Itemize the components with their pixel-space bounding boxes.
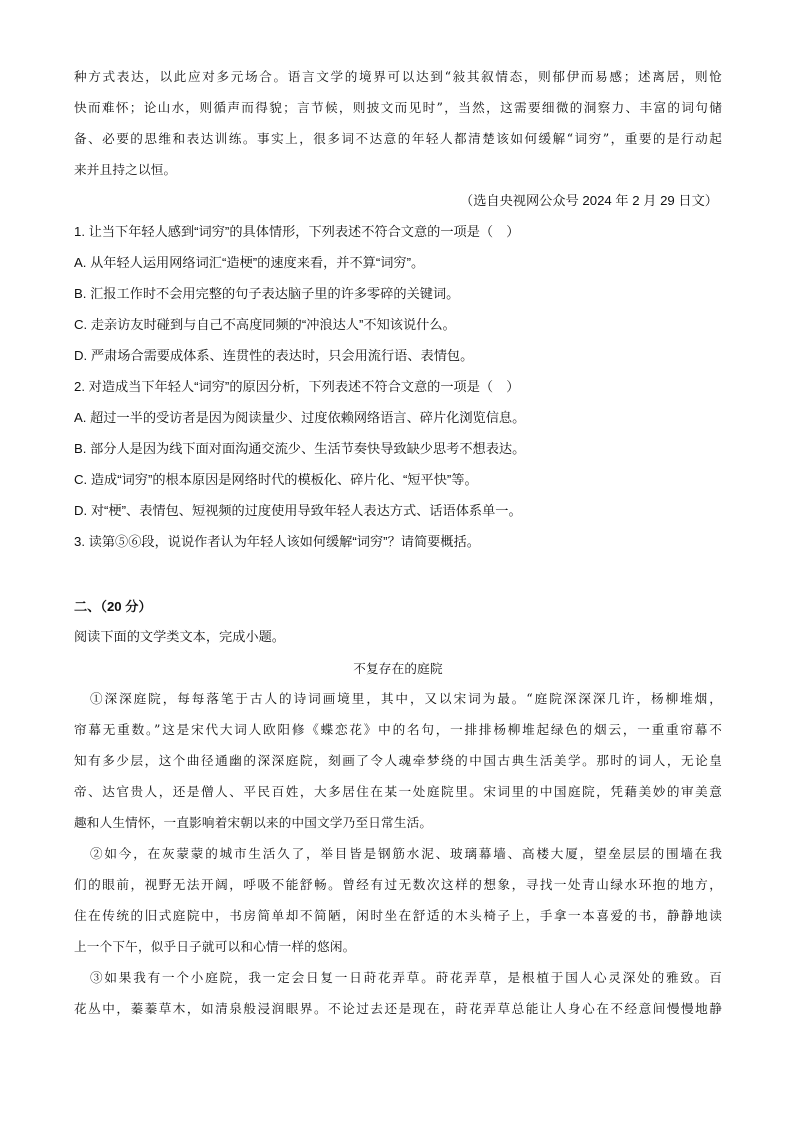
paragraph-line: 帘幕无重数。”这是宋代大词人欧阳修《蝶恋花》中的名句，一排排杨柳堆起绿色的烟云，一重重帘幕不	[74, 722, 722, 737]
paragraph-line: 知有多少层，这个曲径通幽的深深庭院，刻画了令人魂牵梦绕的中国古典生活美学。那时的词人，无论皇	[74, 753, 722, 768]
article-title: 不复存在的庭院	[353, 661, 443, 676]
paragraph-line: 帝、达官贵人，还是僧人、平民百姓，大多居住在某一处庭院里。宋词里的中国庭院，凭藉美妙的审美意	[74, 784, 722, 799]
section-instruction: 阅读下面的文学类文本，完成小题。	[74, 629, 285, 644]
paragraph-line: 上一个下午，似乎日子就可以和心情一样的悠闲。	[74, 939, 356, 954]
option-line: B. 部分人是因为线下面对面沟通交流少、生活节奏快导致缺少思考不想表达。	[74, 441, 526, 456]
paragraph-line: 们的眼前，视野无法开阔，呼吸不能舒畅。曾经有过无数次这样的想象，寻找一处青山绿水环抱的地方，	[74, 877, 722, 892]
paragraph-line: 花丛中，蓁蓁草木，如清泉般浸润眼界。不论过去还是现在，莳花弄草总能让人身心在不经意间慢慢地静	[74, 1001, 722, 1016]
paragraph-line: 住在传统的旧式庭院中，书房简单却不简陋，闲时坐在舒适的木头椅子上，手拿一本喜爱的书，静静地读	[74, 908, 722, 923]
passage-line: 种方式表达，以此应对多元场合。语言文学的境界可以达到“敍其叙情态，则郁伊而易感；述离居，则怆	[74, 69, 722, 84]
paragraph-line: ③如果我有一个小庭院，我一定会日复一日莳花弄草。莳花弄草，是根植于国人心灵深处的雅致。百	[90, 970, 722, 985]
option-line: B. 汇报工作时不会用完整的句子表达脑子里的许多零碎的关键词。	[74, 286, 460, 301]
source-citation: （选自央视网公众号 2024 年 2 月 29 日文）	[460, 193, 718, 208]
passage-line: 备、必要的思维和表达训练。事实上，很多词不达意的年轻人都清楚该如何缓解“词穷”，重要的是行动起	[74, 131, 722, 146]
option-line: A. 从年轻人运用网络词汇“造梗”的速度来看，并不算“词穷”。	[74, 255, 425, 270]
paragraph-line: 趣和人生情怀，一直影响着宋朝以来的中国文学乃至日常生活。	[74, 815, 433, 830]
option-line: C. 走亲访友时碰到与自己不高度同频的“冲浪达人”不知该说什么。	[74, 317, 456, 332]
option-line: D. 对“梗”、表情包、短视频的过度使用导致年轻人表达方式、话语体系单一。	[74, 503, 522, 518]
passage-line: 来并且持之以恒。	[74, 162, 177, 177]
question-3-stem: 3. 读第⑤⑥段，说说作者认为年轻人该如何缓解“词穷”？请简要概括。	[74, 534, 480, 549]
section-heading: 二、（20 分）	[74, 599, 152, 614]
question-2-stem: 2. 对造成当下年轻人“词穷”的原因分析，下列表述不符合文意的一项是（ ）	[74, 379, 520, 394]
option-line: A. 超过一半的受访者是因为阅读量少、过度依赖网络语言、碎片化浏览信息。	[74, 410, 526, 425]
option-line: C. 造成“词穷”的根本原因是网络时代的模板化、碎片化、“短平快”等。	[74, 472, 478, 487]
paragraph-line: ②如今，在灰蒙蒙的城市生活久了，举目皆是钢筋水泥、玻璃幕墙、高楼大厦，望垒层层的围墙在我	[90, 846, 722, 861]
option-line: D. 严肃场合需要成体系、连贯性的表达时，只会用流行语、表情包。	[74, 348, 474, 363]
question-1-stem: 1. 让当下年轻人感到“词穷”的具体情形，下列表述不符合文意的一项是（ ）	[74, 224, 520, 239]
passage-line: 快而难怀；论山水，则循声而得貌；言节候，则披文而见时”，当然，这需要细微的洞察力、丰富的词句储	[74, 100, 722, 115]
paragraph-line: ①深深庭院，每每落笔于古人的诗词画境里，其中，又以宋词为最。“庭院深深深几许，杨柳堆烟，	[90, 691, 722, 706]
